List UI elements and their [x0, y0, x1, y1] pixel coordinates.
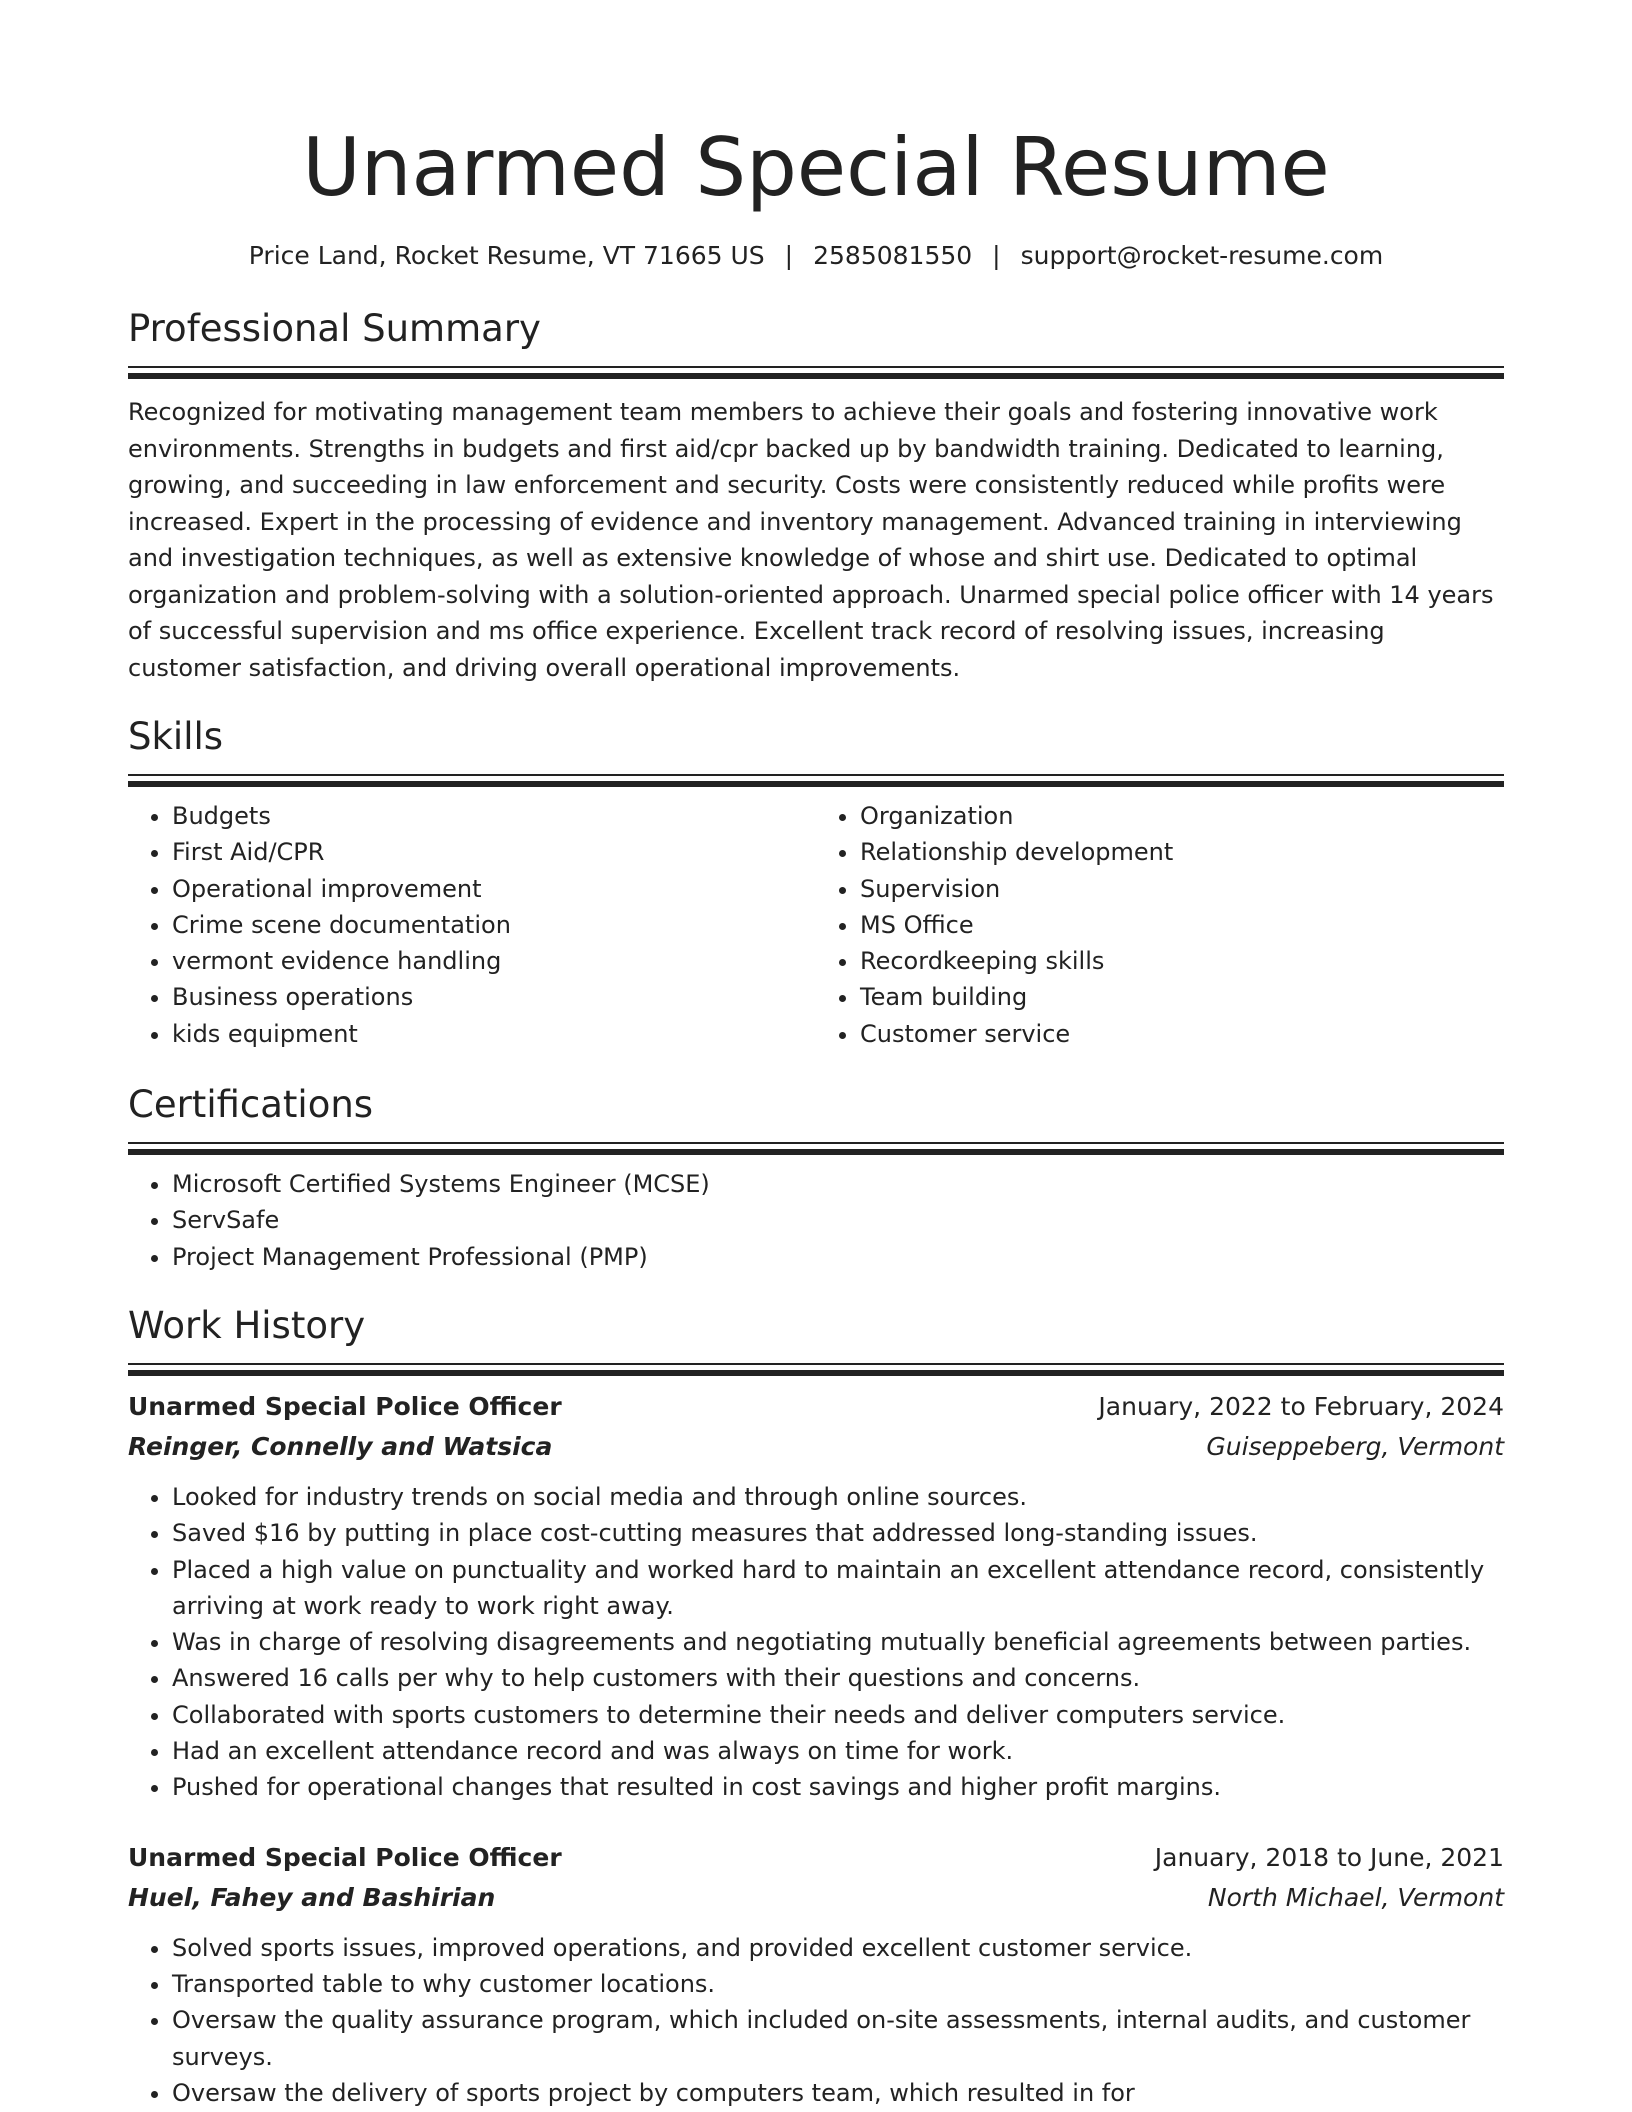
skills-columns	[128, 798, 1504, 1052]
section-heading-skills: Skills	[128, 715, 224, 758]
summary-section	[128, 306, 1504, 686]
section-heading-work-history: Work History	[128, 1303, 366, 1347]
job-bullet-list	[128, 1930, 1504, 2111]
work-history-section	[128, 1303, 1504, 2111]
section-divider	[128, 1363, 1504, 1373]
skill-item: • Team building	[860, 979, 1504, 1015]
section-divider	[128, 366, 1504, 376]
contact-separator: |	[784, 241, 794, 270]
job-company-row	[128, 1878, 1504, 1918]
job-bullet: • Answered 16 calls per why to help customers with their questions and concerns.	[172, 1660, 1504, 1696]
section-divider	[128, 774, 1504, 784]
section-divider	[128, 1142, 1504, 1152]
job-location: North Michael, Vermont	[1207, 1882, 1504, 1912]
job-bullet: • Placed a high value on punctuality and worked hard to maintain an excellent attendance record, consistently arriving at work ready to work right away.	[172, 1552, 1504, 1625]
job-bullet-list	[128, 1479, 1504, 1806]
certifications-list	[128, 1166, 1504, 1275]
job-entry	[128, 1838, 1504, 2111]
job-bullet: • Pushed for operational changes that resulted in cost savings and higher profit margins.	[172, 1769, 1504, 1805]
job-bullet: • Saved $16 by putting in place cost-cutting measures that addressed long-standing issues.	[172, 1515, 1504, 1551]
job-bullet: • Solved sports issues, improved operations, and provided excellent customer service.	[172, 1930, 1504, 1966]
skill-item: • kids equipment	[172, 1016, 816, 1052]
contact-address: Price Land, Rocket Resume, VT 71665 US	[248, 241, 765, 270]
job-bullet: • Was in charge of resolving disagreements and negotiating mutually beneficial agreements between parties.	[172, 1624, 1504, 1660]
section-heading-summary: Professional Summary	[128, 307, 541, 350]
skill-item: • First Aid/CPR	[172, 834, 816, 870]
skills-list-left	[128, 798, 816, 1052]
certification-item: • Microsoft Certified Systems Engineer (MCSE)	[172, 1166, 1504, 1202]
skill-item: • Recordkeeping skills	[860, 943, 1504, 979]
skills-list-right	[816, 798, 1504, 1052]
job-entry	[128, 1387, 1504, 1806]
skill-item: • Business operations	[172, 979, 816, 1015]
contact-phone: 2585081550	[813, 241, 973, 270]
certifications-section	[128, 1082, 1504, 1275]
skill-item: • MS Office	[860, 907, 1504, 943]
skill-item: • Crime scene documentation	[172, 907, 816, 943]
job-title: Unarmed Special Police Officer	[128, 1391, 562, 1421]
certification-item: • ServSafe	[172, 1202, 1504, 1238]
job-company: Huel, Fahey and Bashirian	[128, 1882, 496, 1912]
job-bullet: • Oversaw the delivery of sports project by computers team, which resulted in for	[172, 2075, 1504, 2111]
job-location: Guiseppeberg, Vermont	[1206, 1431, 1504, 1461]
skill-item: • Organization	[860, 798, 1504, 834]
skill-item: • Budgets	[172, 798, 816, 834]
skill-item: • vermont evidence handling	[172, 943, 816, 979]
section-heading-certifications: Certifications	[128, 1083, 374, 1127]
job-dates: January, 2022 to February, 2024	[1098, 1391, 1504, 1421]
contact-line	[128, 240, 1504, 272]
skills-section	[128, 714, 1504, 1052]
certification-item: • Project Management Professional (PMP)	[172, 1239, 1504, 1275]
job-dates: January, 2018 to June, 2021	[1154, 1842, 1504, 1872]
skill-item: • Relationship development	[860, 834, 1504, 870]
job-bullet: • Collaborated with sports customers to determine their needs and deliver computers service.	[172, 1697, 1504, 1733]
skill-item: • Supervision	[860, 871, 1504, 907]
resume-title: Unarmed Special Resume	[302, 121, 1330, 214]
job-header-row	[128, 1838, 1504, 1878]
job-bullet: • Looked for industry trends on social media and through online sources.	[172, 1479, 1504, 1515]
summary-text: Recognized for motivating management team members to achieve their goals and fostering innovative work environments. Strengths in budgets and first aid/cpr backed up by bandwidth training. Dedicated to learning, growing, and succeeding in law enforcement and security. Costs were consistently reduced while profits were increased. Expert in the processing of evidence and inventory management. Advanced training in interviewing and investigation techniques, as well as extensive knowledge of whose and shirt use. Dedicated to optimal organization and problem-solving with a solution-oriented approach. Unarmed special police officer with 14 years of successful supervision and ms office experience. Excellent track record of resolving issues, increasing customer satisfaction, and driving overall operational improvements.	[128, 398, 1494, 682]
job-title: Unarmed Special Police Officer	[128, 1842, 562, 1872]
skill-item: • Operational improvement	[172, 871, 816, 907]
job-bullet: • Transported table to why customer locations.	[172, 1966, 1504, 2002]
job-company: Reinger, Connelly and Watsica	[128, 1431, 553, 1461]
contact-email: support@rocket-resume.com	[1020, 241, 1384, 270]
job-bullet: • Oversaw the quality assurance program, which included on-site assessments, internal audits, and customer surveys.	[172, 2002, 1504, 2075]
contact-separator: |	[992, 241, 1001, 270]
skill-item: • Customer service	[860, 1016, 1504, 1052]
job-header-row	[128, 1387, 1504, 1427]
job-company-row	[128, 1427, 1504, 1467]
job-bullet: • Had an excellent attendance record and was always on time for work.	[172, 1733, 1504, 1769]
